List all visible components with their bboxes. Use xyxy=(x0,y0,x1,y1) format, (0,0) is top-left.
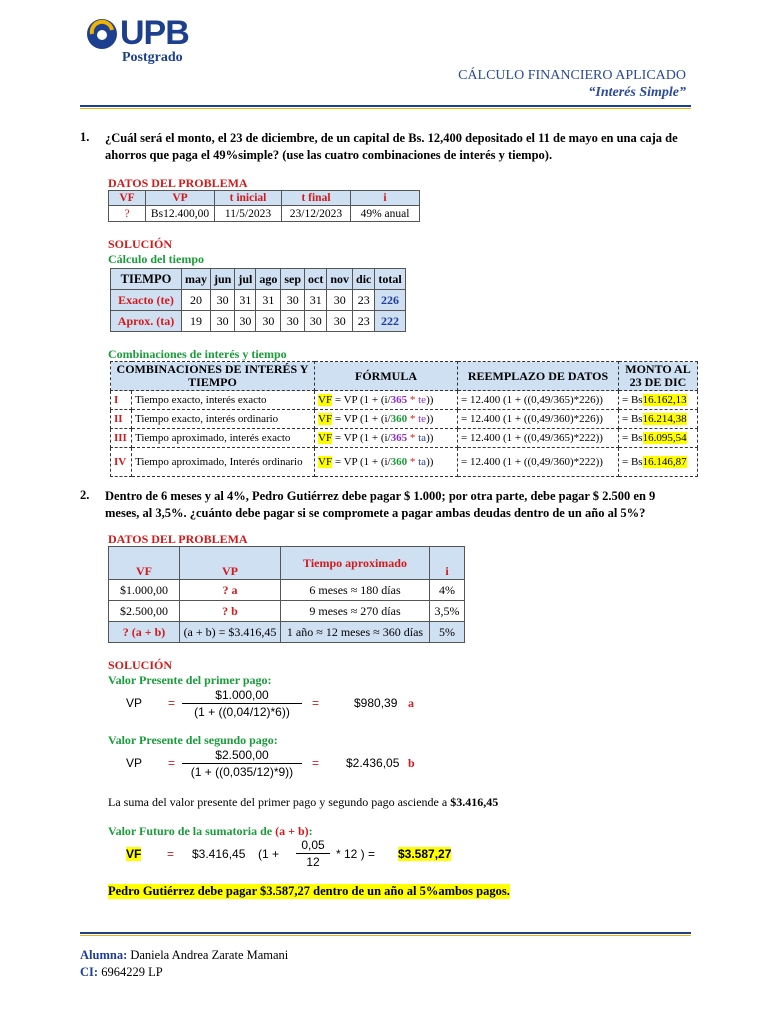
row-number: II xyxy=(111,410,132,429)
vp2-eq: = xyxy=(168,756,176,770)
footer-rule-gold xyxy=(80,935,691,936)
formula-cell xyxy=(315,448,458,477)
formula-part: * xyxy=(407,394,419,406)
problem-2-text: Dentro de 6 meses y al 4%, Pedro Gutiérrez debe pagar $ 1.000; por otra parte, debe pagar $ 2.500 en 9 meses, al 3,5%. ¿cuánto debe pagar si se compromete a pagar ambas deudas dentro de un año al 5%? xyxy=(105,489,656,520)
cell: 30 xyxy=(281,311,305,332)
p1-calculo-tiempo: Cálculo del tiempo xyxy=(108,252,204,266)
row-desc: Tiempo aproximado, Interés ordinario xyxy=(132,448,315,477)
reemplazo-cell: = 12.400 (1 + ((0,49/360)*222)) xyxy=(458,448,619,477)
header-cell: VP xyxy=(180,547,281,580)
vp2-title: Valor Presente del segundo pago: xyxy=(108,733,278,747)
monto-value: 16.095,54 xyxy=(642,432,687,444)
header-cell: TIEMPO xyxy=(111,269,182,290)
header-cell: VF xyxy=(109,191,146,206)
row-number: IV xyxy=(111,448,132,477)
vp2-fraction xyxy=(182,748,302,779)
cell: 31 xyxy=(256,290,281,311)
vf-label: VF xyxy=(318,456,333,468)
vp2-denominator: (1 + ((0,035/12)*9)) xyxy=(190,765,294,779)
header-rule-gold xyxy=(80,108,691,109)
header-cell: FÓRMULA xyxy=(315,362,458,391)
cell: 23 xyxy=(353,290,375,311)
vp1-denominator: (1 + ((0,04/12)*6)) xyxy=(194,705,290,719)
header-cell: dic xyxy=(353,269,375,290)
monto-cell xyxy=(619,391,698,410)
total-cell: 226 xyxy=(375,290,405,311)
header-cell: VP xyxy=(146,191,215,206)
vf-title-ab: (a + b) xyxy=(275,824,309,838)
formula-cell xyxy=(315,391,458,410)
header-cell: t final xyxy=(282,191,351,206)
monto-cell xyxy=(619,410,698,429)
p1-solucion: SOLUCIÓN xyxy=(108,237,173,251)
cell: $2.500,00 xyxy=(109,601,180,622)
cell: 30 xyxy=(281,290,305,311)
time-var: ta xyxy=(418,456,427,468)
formula-cell xyxy=(315,410,458,429)
total-cell: 222 xyxy=(375,311,405,332)
formula-part: )) xyxy=(426,413,434,425)
header-cell: Tiempo aproximado xyxy=(281,547,430,580)
cell: 23/12/2023 xyxy=(282,206,351,222)
vp1-lhs: VP xyxy=(126,696,143,710)
cell: 49% anual xyxy=(351,206,420,222)
vp2-tag: b xyxy=(408,756,415,770)
time-var: ta xyxy=(418,432,427,444)
vf-lhs: VF xyxy=(126,847,142,861)
days-value: 365 xyxy=(390,394,408,406)
vp2-result: $2.436,05 xyxy=(346,756,400,770)
formula-part: )) xyxy=(426,432,434,444)
cell: 19 xyxy=(182,311,211,332)
reemplazo-cell: = 12.400 (1 + ((0,49/365)*226)) xyxy=(458,391,619,410)
header-cell: REEMPLAZO DE DATOS xyxy=(458,362,619,391)
formula-cell xyxy=(315,429,458,448)
vp2-lhs: VP xyxy=(126,756,143,770)
vp1-numerator: $1.000,00 xyxy=(182,688,302,704)
suma-text: La suma del valor presente del primer pago y segundo pago asciende a xyxy=(108,795,451,809)
formula-part: )) xyxy=(426,394,434,406)
vf-base: $3.416,45 xyxy=(192,847,246,861)
monto-value: 16.214,38 xyxy=(642,413,687,425)
header-cell: MONTO AL 23 DE DIC xyxy=(619,362,698,391)
monto-prefix: = Bs xyxy=(622,432,643,444)
monto-value: 16.146,87 xyxy=(642,456,687,468)
cell: 9 meses ≈ 270 días xyxy=(281,601,430,622)
logo-text: UPB xyxy=(120,14,189,52)
vf-label: VF xyxy=(318,394,333,406)
monto-prefix: = Bs xyxy=(622,413,643,425)
alumna-label: Alumna: xyxy=(80,948,128,962)
ab-sum: (a + b) = $3.416,45 xyxy=(183,624,277,639)
header-cell: COMBINACIONES DE INTERÉS Y TIEMPO xyxy=(111,362,315,391)
vp1-fraction xyxy=(182,688,302,719)
formula-part: * xyxy=(407,413,419,425)
monto-cell xyxy=(619,448,698,477)
vf-open: (1 + xyxy=(258,847,280,861)
cell: 5% xyxy=(430,622,465,643)
vf-numerator: 0,05 xyxy=(296,838,330,854)
cell: ? a xyxy=(180,580,281,601)
formula-part: * xyxy=(407,456,419,468)
cell: 30 xyxy=(256,311,281,332)
vf-title-text: Valor Futuro de la sumatoria de xyxy=(108,824,276,838)
header-cell: i xyxy=(351,191,420,206)
cell: 31 xyxy=(235,290,256,311)
vp1-result: $980,39 xyxy=(354,696,398,710)
reemplazo-cell: = 12.400 (1 + ((0,49/365)*222)) xyxy=(458,429,619,448)
vp1-eq2: = xyxy=(312,696,320,710)
tiempo-table xyxy=(110,268,406,332)
cell: 31 xyxy=(305,290,327,311)
header-cell: VF xyxy=(109,547,180,580)
row-desc: Tiempo exacto, interés exacto xyxy=(132,391,315,410)
alumna-line xyxy=(80,948,288,963)
row-label: Aprox. (ta) xyxy=(111,311,182,332)
conclusion: Pedro Gutiérrez debe pagar $3.587,27 dentro de un año al 5%ambos pagos. xyxy=(108,884,510,898)
document-title: CÁLCULO FINANCIERO APLICADO xyxy=(458,68,686,83)
vp1-title: Valor Presente del primer pago: xyxy=(108,673,272,687)
monto-prefix: = Bs xyxy=(622,456,643,468)
formula-part: = VP (1 + (i/ xyxy=(332,456,391,468)
vf-denominator: 12 xyxy=(306,855,320,869)
header-cell: nov xyxy=(327,269,353,290)
header-cell: total xyxy=(375,269,405,290)
formula-part: )) xyxy=(426,456,434,468)
upb-logo-icon xyxy=(86,18,118,50)
p1-comb-title: Combinaciones de interés y tiempo xyxy=(108,347,287,361)
cell: 20 xyxy=(182,290,211,311)
formula-part: = VP (1 + (i/ xyxy=(332,394,391,406)
days-value: 365 xyxy=(390,432,408,444)
header-cell: t inicial xyxy=(215,191,282,206)
cell: ? b xyxy=(180,601,281,622)
vf-label: VF xyxy=(318,413,333,425)
logo-subtitle: Postgrado xyxy=(122,50,183,65)
ci-label: CI: xyxy=(80,965,99,979)
vf-title xyxy=(108,824,313,839)
cell: 3,5% xyxy=(430,601,465,622)
vf-label: VF xyxy=(318,432,333,444)
row-desc: Tiempo exacto, interés ordinario xyxy=(132,410,315,429)
vf-mult: * 12 ) = xyxy=(336,847,376,861)
formula-part: * xyxy=(407,432,419,444)
vp2-eq2: = xyxy=(312,756,320,770)
row-number: I xyxy=(111,391,132,410)
header-cell: jun xyxy=(211,269,235,290)
cell: Bs12.400,00 xyxy=(146,206,215,222)
cell: 11/5/2023 xyxy=(215,206,282,222)
suma-sentence xyxy=(108,795,498,810)
header-cell: may xyxy=(182,269,211,290)
cell: 30 xyxy=(305,311,327,332)
vp1-tag: a xyxy=(408,696,414,710)
p1-datos-title: DATOS DEL PROBLEMA xyxy=(108,176,248,190)
cell: 30 xyxy=(235,311,256,332)
header-cell: sep xyxy=(281,269,305,290)
cell: ? (a + b) xyxy=(109,622,180,643)
footer-rule-blue xyxy=(80,932,691,934)
vf-eq: = xyxy=(167,847,175,861)
cell: 30 xyxy=(327,311,353,332)
cell: 23 xyxy=(353,311,375,332)
ci-line xyxy=(80,965,163,980)
vp2-numerator: $2.500,00 xyxy=(182,748,302,764)
p2-datos-title: DATOS DEL PROBLEMA xyxy=(108,532,248,546)
cell: 4% xyxy=(430,580,465,601)
vf-title-end: : xyxy=(308,824,313,838)
monto-prefix: = Bs xyxy=(622,394,643,406)
header-cell: i xyxy=(430,547,465,580)
suma-value: $3.416,45 xyxy=(450,795,499,809)
header-cell: oct xyxy=(305,269,327,290)
time-var: te xyxy=(418,413,427,425)
monto-value: 16.162,13 xyxy=(642,394,687,406)
formula-part: = VP (1 + (i/ xyxy=(332,432,391,444)
row-desc: Tiempo aproximado, interés exacto xyxy=(132,429,315,448)
p2-solucion: SOLUCIÓN xyxy=(108,658,173,672)
row-label: Exacto (te) xyxy=(111,290,182,311)
problem-2-number: 2. xyxy=(80,488,90,502)
ci-value: 6964229 LP xyxy=(101,965,163,979)
cell: 30 xyxy=(327,290,353,311)
cell: $1.000,00 xyxy=(109,580,180,601)
days-value: 360 xyxy=(390,456,408,468)
p2-datos-table xyxy=(108,546,465,643)
header-cell: jul xyxy=(235,269,256,290)
vf-result: $3.587,27 xyxy=(398,847,452,861)
cell: 30 xyxy=(211,311,235,332)
header-cell: ago xyxy=(256,269,281,290)
p1-datos-table xyxy=(108,190,420,222)
cell: 30 xyxy=(211,290,235,311)
reemplazo-cell: = 12.400 (1 + ((0,49/360)*226)) xyxy=(458,410,619,429)
vf-fraction xyxy=(296,838,330,869)
days-value: 360 xyxy=(390,413,408,425)
formula-part: = VP (1 + (i/ xyxy=(332,413,391,425)
vp1-eq: = xyxy=(168,696,176,710)
alumna-name: Daniela Andrea Zarate Mamani xyxy=(130,948,289,962)
row-number: III xyxy=(111,429,132,448)
combinaciones-table xyxy=(110,361,698,477)
problem-1-number: 1. xyxy=(80,130,90,144)
cell xyxy=(180,622,281,643)
problem-1-text: ¿Cuál será el monto, el 23 de diciembre, de un capital de Bs. 12,400 depositado el 11 de mayo en una caja de ahorros que paga el 49%simple? (use las cuatro combinaciones de interés y tiempo). xyxy=(105,131,678,162)
cell: ? xyxy=(109,206,146,222)
header-rule-blue xyxy=(80,105,691,107)
monto-cell xyxy=(619,429,698,448)
cell: 1 año ≈ 12 meses ≈ 360 días xyxy=(281,622,430,643)
cell: 6 meses ≈ 180 días xyxy=(281,580,430,601)
time-var: te xyxy=(418,394,427,406)
document-subtitle: “Interés Simple” xyxy=(588,85,686,100)
